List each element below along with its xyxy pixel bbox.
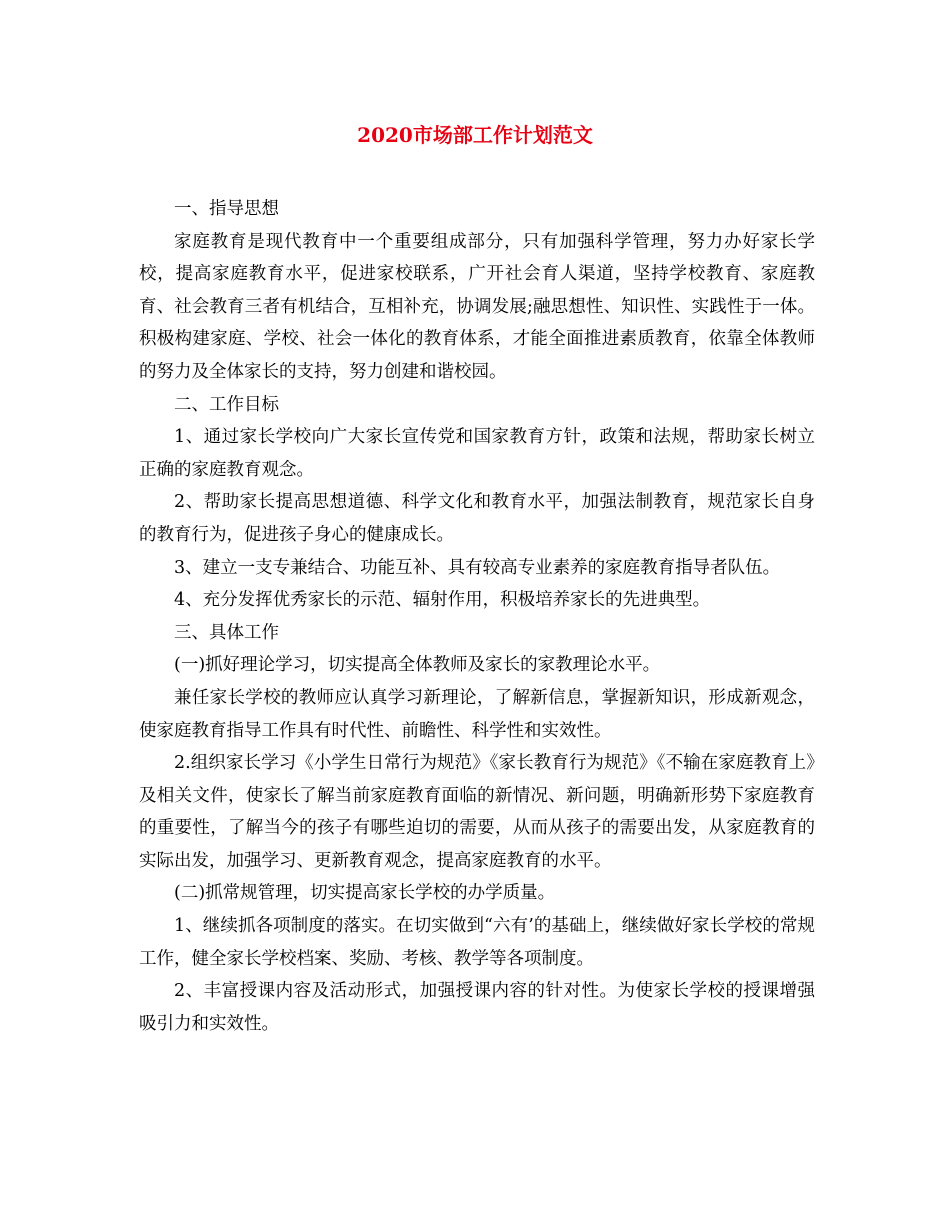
paragraph: 4、充分发挥优秀家长的示范、辐射作用，积极培养家长的先进典型。 [174,590,711,611]
subsection-heading: (二)抓常规管理，切实提高家长学校的办学质量。 [174,883,556,904]
section-heading: 一、指导思想 [174,199,279,219]
paragraph: 家庭教育是现代教育中一个重要组成部分，只有加强科学管理，努力办好家长学校，提高家庭教育水平，促进家校联系，广开社会育人渠道，坚持学校教育、家庭教育、社会教育三者有机结合，互相补充，协调发展;融思想性、知识性、实践性于一体。积极构建家庭、学校、社会一体化的教育体系，才能全面推进素质教育，依靠全体教师的努力及全体家长的支持，努力创建和谐校园。 [139,231,815,382]
section-heading: 三、具体工作 [174,622,279,643]
paragraph: 2.组织家长学习《小学生日常行为规范》《家长教育行为规范》《不输在家庭教育上》及相关文件，使家长了解当前家庭教育面临的新情况、新问题，明确新形势下家庭教育的重要性，了解当今的孩子有哪些迫切的需要，从而从孩子的需要出发，从家庭教育的实际出发，加强学习、更新教育观念，提高家庭教育的水平。 [139,753,815,871]
document-title: 2020市场部工作计划范文 [357,123,593,147]
subsection-heading: (一)抓好理论学习，切实提高全体教师及家长的家教理论水平。 [174,655,661,676]
paragraph: 兼任家长学校的教师应认真学习新理论，了解新信息，掌握新知识，形成新观念，使家庭教育指导工作具有时代性、前瞻性、科学性和实效性。 [139,687,815,741]
paragraph: 2、丰富授课内容及活动形式，加强授课内容的针对性。为使家长学校的授课增强吸引力和实效性。 [139,981,815,1034]
document-body [139,193,815,1040]
paragraph: 1、通过家长学校向广大家长宣传党和国家教育方针，政策和法规，帮助家长树立正确的家庭教育观念。 [139,427,815,480]
paragraph: 3、建立一支专兼结合、功能互补、具有较高专业素养的家庭教育指导者队伍。 [174,557,781,578]
paragraph: 1、继续抓各项制度的落实。在切实做到“六有’的基础上，继续做好家长学校的常规工作，健全家长学校档案、奖励、考核、教学等各项制度。 [139,916,815,969]
section-heading: 二、工作目标 [174,394,279,415]
paragraph: 2、帮助家长提高思想道德、科学文化和教育水平，加强法制教育，规范家长自身的教育行为，促进孩子身心的健康成长。 [139,492,815,545]
